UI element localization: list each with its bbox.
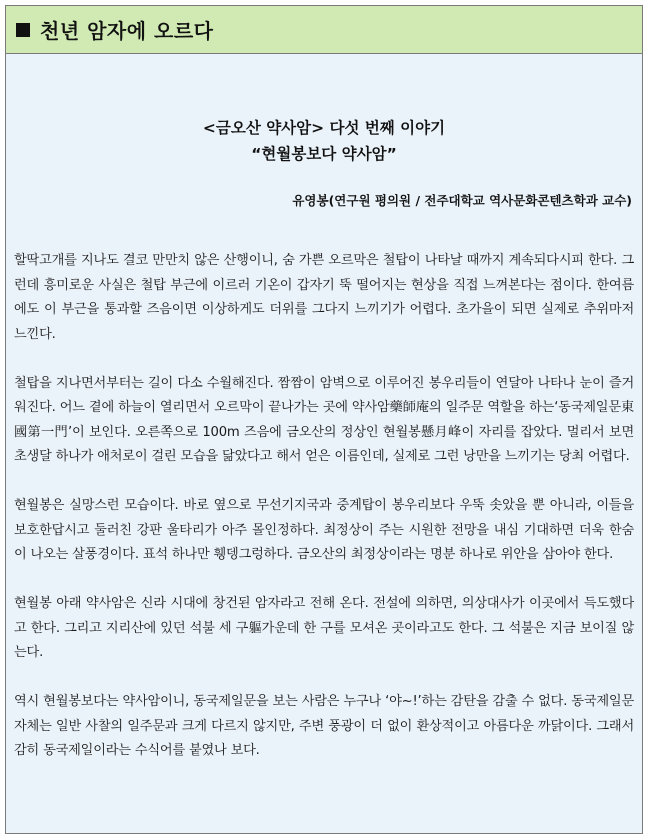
paragraph-3: 현월봉은 실망스런 모습이다. 바로 옆으로 무선기지국과 중계탑이 봉우리보다 우뚝 솟았을 뿐 아니라, 이들을 보호한답시고 둘러친 강판 울타리가 아주 몰인정하다. 최정상이 주는 시원한 전망을 내심 기대하면 더욱 한숨이 나오는 살풍경이다. 표석 하나만 휑뎅그렁하다. 금오산의 최정상이라는 명분 하나로 위안을 삼아야 한다. — [14, 498, 634, 562]
section-title: 천년 암자에 오르다 — [40, 19, 214, 43]
article-panel — [5, 5, 643, 834]
square-bullet-icon — [16, 23, 30, 37]
paragraph-1: 할딱고개를 지나도 결코 만만치 않은 산행이니, 숨 가쁜 오르막은 철탑이 나타날 때까지 계속되다시피 한다. 그런데 흥미로운 사실은 철탑 부근에 이르러 기온이 갑자기 뚝 떨어지는 현상을 직접 느껴본다는 점이다. 한여름에도 이 부근을 통과할 즈음이면 이상하게도 더위를 그다지 느끼기가 어렵다. 초가을이 되면 실제로 추위마저 느낀다. — [14, 253, 634, 342]
article-title: <금오산 약사암> 다섯 번째 이야기 — [202, 119, 446, 137]
article-body — [14, 249, 634, 764]
article-subtitle: “현월봉보다 약사암” — [251, 145, 397, 163]
article-author: 유영봉(연구원 평의원 / 전주대학교 역사문화콘텐츠학과 교수) — [292, 193, 632, 208]
article-content — [6, 115, 642, 764]
article-title-block — [14, 115, 634, 167]
paragraph-2: 철탑을 지나면서부터는 길이 다소 수월해진다. 짬짬이 암벽으로 이루어진 봉우리들이 연달아 나타나 눈이 즐거워진다. 어느 곁에 하늘이 열리면서 오르막이 끝나가는 곳에 약사암藥師庵의 일주문 역할을 하는‘동국제일문東國第一門’이 보인다. 오른쪽으로 100m 즈음에 금오산의 정상인 현월봉懸月峰이 자리를 잡았다. 멀리서 보면 초생달 하나가 애처로이 걸린 모습을 닮았다고 해서 얻은 이름인데, 실제로 그런 낭만을 느끼기는 당최 어렵다. — [14, 375, 634, 464]
section-header — [6, 6, 642, 54]
paragraph-5: 역시 현월봉보다는 약사암이니, 동국제일문을 보는 사람은 누구나 ‘야~!’하는 감탄을 감출 수 없다. 동국제일문 자체는 일반 사찰의 일주문과 크게 다르지 않지만, 주변 풍광이 더 없이 환상적이고 아름다운 까닭이다. 그래서 감히 동국제일이라는 수식어를 붙였나 보다. — [14, 694, 634, 758]
paragraph-4: 현월봉 아래 약사암은 신라 시대에 창건된 암자라고 전해 온다. 전설에 의하면, 의상대사가 이곳에서 득도했다고 한다. 그리고 지리산에 있던 석불 세 구軀가운데 한 구를 모셔온 곳이라고도 한다. 그 석불은 지금 보이질 않는다. — [14, 596, 634, 660]
